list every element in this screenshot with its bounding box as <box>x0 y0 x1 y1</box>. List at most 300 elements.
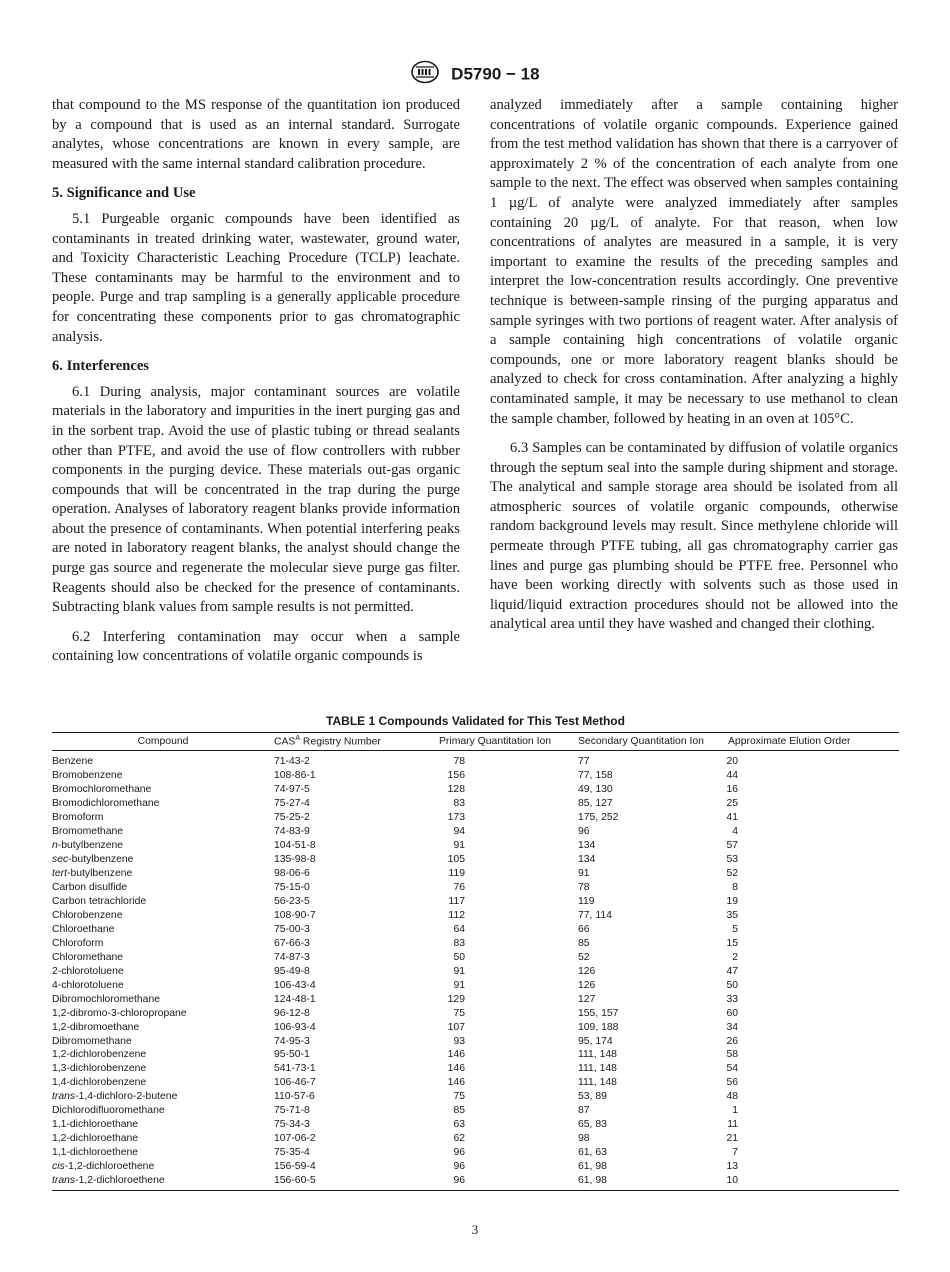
elution-order-value: 2 <box>732 951 738 963</box>
elution-order-value: 5 <box>732 923 738 935</box>
elution-order-value: 26 <box>726 1035 738 1047</box>
cell-cas: 75-35-4 <box>274 1147 310 1159</box>
table-row <box>52 1062 899 1076</box>
primary-ion-value: 63 <box>453 1119 465 1131</box>
primary-ion-value: 83 <box>453 798 465 810</box>
cell-secondary: 52 <box>578 951 590 963</box>
compound-name: 1,2-dibromoethane <box>52 1021 140 1033</box>
elution-order-value: 10 <box>726 1175 738 1187</box>
table-row <box>52 881 899 895</box>
table-row <box>52 1076 899 1090</box>
document-id: D5790 − 18 <box>451 64 540 84</box>
table-row <box>52 951 899 965</box>
cell-compound <box>52 923 274 937</box>
elution-order-value: 20 <box>726 756 738 768</box>
cell-elution <box>728 1035 899 1049</box>
primary-ion-value: 76 <box>453 882 465 894</box>
cell-compound <box>52 769 274 783</box>
elution-order-value: 1 <box>732 1105 738 1117</box>
primary-ion-value: 96 <box>453 1161 465 1173</box>
cell-elution <box>728 797 899 811</box>
cell-primary <box>439 1035 578 1049</box>
primary-ion-value: 173 <box>447 812 465 824</box>
compound-name: Bromobenzene <box>52 770 123 782</box>
cell-cas: 95-50-1 <box>274 1049 310 1061</box>
cell-compound <box>52 909 274 923</box>
cell-secondary: 61, 98 <box>578 1174 728 1190</box>
cell-primary <box>439 993 578 1007</box>
cell-compound <box>52 895 274 909</box>
cell-cas: 110-57-6 <box>274 1091 315 1103</box>
cell-primary <box>439 825 578 839</box>
header-cas-footnote: A <box>295 735 301 742</box>
cell-cas: 106-93-4 <box>274 1021 316 1033</box>
cell-cas: 98-06-6 <box>274 868 310 880</box>
cell-cas: 541-73-1 <box>274 1063 316 1075</box>
cell-primary <box>439 923 578 937</box>
cell-secondary: 61, 63 <box>578 1147 607 1159</box>
cell-primary <box>439 979 578 993</box>
cell-elution <box>728 1062 899 1076</box>
elution-order-value: 57 <box>726 840 738 852</box>
cell-compound <box>52 1021 274 1035</box>
paragraph-6-2-continuation: analyzed immediately after a sample containing higher concentrations of volatile organic compounds. Experience gained from the test method validation has shown that there is a carryover of approximately 2 % of the concentration of each analyte from one sample to the next. The effect was observed when samples containing 1 µg/L of analyte were analyzed immediately after samples containing 20 µg/L of analyte. For that reason, when low concentrations of analytes are measured in a sample, it is very important to examine the results of the preceding samples and interpret the low-concentration results accordingly. One preventive technique is between-sample rinsing of the purging apparatus and sample syringes with two portions of reagent water. After analysis of a sample containing high concentrations of volatile organic compounds, one or more laboratory reagent blanks should be analyzed to check for cross contamination. After analyzing a highly contaminated sample, it may be necessary to use methanol to clean the sample chamber, followed by heating in an oven at 105°C. <box>490 97 898 427</box>
table-row <box>52 769 899 783</box>
paragraph-6-3: 6.3 Samples can be contaminated by diffusion of volatile organics through the septum seal into the sample during shipment and storage. The analytical and sample storage area should be isolated from all atmospheric sources of volatile organic compounds, otherwise random background levels may result. Since methylene chloride will permeate through PTFE tubing, all gas chromatography carrier gas lines and purge gas plumbing should be PTFE free. Personnel who have been working directly with solvents such as those used in liquid/liquid extraction procedures should not be allowed into the analytical area until they have washed and changed their clothing. <box>490 440 898 633</box>
cell-elution <box>728 783 899 797</box>
compound-name: -1,2-dichloroethene <box>75 1175 165 1187</box>
cell-primary <box>439 811 578 825</box>
table-row <box>52 797 899 811</box>
elution-order-value: 25 <box>726 798 738 810</box>
cell-compound <box>52 1132 274 1146</box>
cell-secondary: 77, 158 <box>578 770 613 782</box>
compound-name: Bromodichloromethane <box>52 798 160 810</box>
cell-secondary: 134 <box>578 840 596 852</box>
cell-secondary: 53, 89 <box>578 1091 607 1103</box>
elution-order-value: 11 <box>727 1119 738 1131</box>
cell-elution <box>728 965 899 979</box>
elution-order-value: 4 <box>732 826 738 838</box>
table-row <box>52 1174 899 1190</box>
header-cas-label: CAS <box>274 736 296 748</box>
compound-name: 1,3-dichlorobenzene <box>52 1063 147 1075</box>
cell-elution <box>728 867 899 881</box>
compound-name: -1,4-dichloro-2-butene <box>75 1091 178 1103</box>
primary-ion-value: 50 <box>453 951 465 963</box>
table-row <box>52 853 899 867</box>
compound-name: 1,1-dichloroethane <box>52 1119 139 1131</box>
cell-primary <box>439 965 578 979</box>
elution-order-value: 44 <box>726 770 738 782</box>
table-row <box>52 825 899 839</box>
paragraph-5-1: 5.1 Purgeable organic compounds have been identified as contaminants in treated drinking water, wastewater, ground water, and Toxicity Characteristic Leaching Procedure (TCLP) leachate. These contaminants may be harmful to the environment and to people. Purge and trap sampling is a generally applicable procedure for concentrating these components prior to gas chromatographic analysis. <box>52 210 460 345</box>
header-elution: Approximate Elution Order <box>728 733 899 751</box>
astm-logo-icon <box>410 60 440 89</box>
cell-primary <box>439 951 578 965</box>
cell-cas: 106-46-7 <box>274 1077 316 1089</box>
cell-cas: 104-51-8 <box>274 840 316 852</box>
primary-ion-value: 62 <box>453 1133 465 1145</box>
cell-cas: 74-95-3 <box>274 1035 310 1047</box>
cell-compound <box>52 1035 274 1049</box>
cell-elution <box>728 751 899 769</box>
cell-primary <box>439 867 578 881</box>
cell-elution <box>728 909 899 923</box>
cell-cas: 74-83-9 <box>274 826 310 838</box>
cell-cas: 75-34-3 <box>274 1119 310 1131</box>
elution-order-value: 34 <box>726 1021 738 1033</box>
table-body <box>52 751 899 1191</box>
compound-name: -butylbenzene <box>67 868 133 880</box>
page-number: 3 <box>471 1222 479 1237</box>
compound-name: Chlorobenzene <box>52 909 123 921</box>
compound-name: Carbon tetrachloride <box>52 896 147 907</box>
primary-ion-value: 146 <box>447 1077 465 1089</box>
table-row <box>52 839 899 853</box>
cell-elution <box>728 825 899 839</box>
table-title: TABLE 1 Compounds Validated for This Test Method <box>326 714 625 728</box>
table-row <box>52 751 899 769</box>
cell-elution <box>728 951 899 965</box>
cell-primary <box>439 1062 578 1076</box>
cell-primary <box>439 1076 578 1090</box>
cell-secondary: 126 <box>578 979 596 991</box>
cell-primary <box>439 1090 578 1104</box>
compound-name: 1,2-dibromo-3-chloropropane <box>52 1007 187 1019</box>
primary-ion-value: 94 <box>453 826 465 838</box>
cell-secondary: 77 <box>578 756 590 768</box>
left-column <box>52 96 460 667</box>
paragraph-6-1: 6.1 During analysis, major contaminant sources are volatile materials in the laboratory and impurities in the inert purging gas and in the sorbent trap. Avoid the use of plastic tubing or thread sealants other than PTFE, and avoid the use of flow controllers with rubber components in the purging device. These materials out-gas organic compounds that will be concentrated in the trap during the purge operation. Analyses of laboratory reagent blanks provide information about the presence of contaminants. When potential interfering peaks are noted in laboratory reagent blanks, the analyst should change the purge gas source and regenerate the molecular sieve purge gas filter. Reagents should also be checked for the presence of contaminants. Subtracting blank values from sample results is not permitted. <box>52 383 460 616</box>
cell-compound <box>52 811 274 825</box>
primary-ion-value: 64 <box>453 923 465 935</box>
cell-cas: 124-48-1 <box>274 993 316 1005</box>
primary-ion-value: 91 <box>453 965 465 977</box>
elution-order-value: 7 <box>732 1147 738 1159</box>
table-row <box>52 1007 899 1021</box>
primary-ion-value: 83 <box>453 937 465 949</box>
cell-secondary: 155, 157 <box>578 1007 619 1019</box>
cell-compound <box>52 1160 274 1174</box>
cell-cas: 108-90-7 <box>274 909 316 921</box>
compound-name: 4-chlorotoluene <box>52 979 124 991</box>
table-row <box>52 937 899 951</box>
table-row <box>52 895 899 909</box>
elution-order-value: 33 <box>726 993 738 1005</box>
primary-ion-value: 146 <box>447 1049 465 1061</box>
cell-secondary: 61, 98 <box>578 1161 607 1173</box>
table-row <box>52 1021 899 1035</box>
cell-compound <box>52 881 274 895</box>
cell-primary <box>439 751 578 769</box>
compound-prefix: trans <box>52 1175 76 1187</box>
compound-prefix: sec <box>52 854 69 866</box>
cell-primary <box>439 853 578 867</box>
elution-order-value: 48 <box>726 1091 738 1103</box>
cell-cas: 75-15-0 <box>274 882 310 894</box>
cell-compound <box>52 1146 274 1160</box>
compound-name: Bromochloromethane <box>52 784 152 796</box>
cell-compound <box>52 1062 274 1076</box>
primary-ion-value: 112 <box>448 909 465 921</box>
page-header <box>0 60 950 89</box>
primary-ion-value: 85 <box>453 1105 465 1117</box>
compound-name: Dibromochloromethane <box>52 993 161 1005</box>
cell-compound <box>52 1048 274 1062</box>
cell-cas: 67-66-3 <box>274 937 310 949</box>
cell-primary <box>439 1048 578 1062</box>
right-column <box>490 96 898 635</box>
primary-ion-value: 156 <box>447 770 465 782</box>
cell-secondary: 111, 148 <box>578 1063 617 1075</box>
compound-name: 1,4-dichlorobenzene <box>52 1077 147 1089</box>
compound-name: Chloromethane <box>52 951 124 963</box>
primary-ion-value: 96 <box>453 1147 465 1159</box>
table-header-row <box>52 733 899 751</box>
table-row <box>52 979 899 993</box>
cell-elution <box>728 1104 899 1118</box>
primary-ion-value: 129 <box>447 993 465 1005</box>
cell-primary <box>439 1146 578 1160</box>
cell-compound <box>52 1007 274 1021</box>
compound-name: -butylbenzene <box>57 840 124 852</box>
cell-elution <box>728 1118 899 1132</box>
cell-primary <box>439 839 578 853</box>
cell-elution <box>728 993 899 1007</box>
primary-ion-value: 91 <box>453 840 465 852</box>
table-row <box>52 1048 899 1062</box>
cell-compound <box>52 751 274 769</box>
header-compound: Compound <box>52 733 274 751</box>
cell-elution <box>728 769 899 783</box>
cell-elution <box>728 853 899 867</box>
cell-cas: 75-00-3 <box>274 923 310 935</box>
primary-ion-value: 75 <box>453 1007 465 1019</box>
cell-compound <box>52 937 274 951</box>
cell-secondary: 77, 114 <box>578 909 612 921</box>
header-cas-suffix: Registry Number <box>300 736 381 748</box>
cell-elution <box>728 1146 899 1160</box>
cell-elution <box>728 1021 899 1035</box>
cell-elution <box>728 1132 899 1146</box>
cell-primary <box>439 881 578 895</box>
elution-order-value: 58 <box>726 1049 738 1061</box>
elution-order-value: 19 <box>726 896 738 907</box>
cell-compound <box>52 853 274 867</box>
cell-primary <box>439 1160 578 1174</box>
compound-prefix: tert <box>52 868 68 880</box>
cell-elution <box>728 937 899 951</box>
elution-order-value: 13 <box>726 1161 738 1173</box>
cell-compound <box>52 965 274 979</box>
cell-elution <box>728 881 899 895</box>
compound-name: Chloroethane <box>52 923 115 935</box>
table-row <box>52 965 899 979</box>
primary-ion-value: 119 <box>448 868 465 880</box>
primary-ion-value: 105 <box>447 854 465 866</box>
table-row <box>52 1090 899 1104</box>
compound-prefix: trans <box>52 1091 76 1103</box>
compound-name: Bromomethane <box>52 826 124 838</box>
section-5-heading: 5. Significance and Use <box>52 185 196 202</box>
cell-primary <box>439 895 578 909</box>
compound-name: 1,2-dichlorobenzene <box>52 1049 147 1061</box>
cell-cas: 74-87-3 <box>274 951 310 963</box>
primary-ion-value: 146 <box>447 1063 465 1075</box>
elution-order-value: 52 <box>726 868 738 880</box>
elution-order-value: 16 <box>726 784 738 796</box>
cell-elution <box>728 895 899 909</box>
cell-secondary: 87 <box>578 1105 590 1117</box>
cell-secondary: 65, 83 <box>578 1119 607 1131</box>
elution-order-value: 56 <box>726 1077 738 1089</box>
cell-cas: 75-25-2 <box>274 812 310 824</box>
cell-cas: 75-27-4 <box>274 798 310 810</box>
cell-elution <box>728 811 899 825</box>
cell-elution <box>728 839 899 853</box>
cell-cas: 71-43-2 <box>274 756 310 768</box>
cell-secondary: 111, 148 <box>578 1049 617 1061</box>
cell-cas: 135-98-8 <box>274 854 316 866</box>
cell-cas: 107-06-2 <box>274 1133 316 1145</box>
cell-compound <box>52 839 274 853</box>
section-6-heading: 6. Interferences <box>52 358 149 375</box>
table-row <box>52 783 899 797</box>
cell-secondary: 95, 174 <box>578 1035 613 1047</box>
cell-elution <box>728 979 899 993</box>
elution-order-value: 54 <box>726 1063 738 1075</box>
elution-order-value: 47 <box>726 965 738 977</box>
cell-compound <box>52 1118 274 1132</box>
cell-elution <box>728 1076 899 1090</box>
cell-cas: 156-59-4 <box>274 1161 316 1173</box>
table-row <box>52 1160 899 1174</box>
table-row <box>52 1104 899 1118</box>
table-row <box>52 1146 899 1160</box>
table-row <box>52 1132 899 1146</box>
compound-name: Dibromomethane <box>52 1035 132 1047</box>
compound-prefix: cis <box>52 1161 65 1173</box>
cell-cas: 95-49-8 <box>274 965 310 977</box>
primary-ion-value: 96 <box>453 1175 465 1187</box>
compound-name: Chloroform <box>52 937 104 949</box>
elution-order-value: 50 <box>726 979 738 991</box>
compound-name: -1,2-dichloroethene <box>64 1161 155 1173</box>
cell-secondary: 127 <box>578 993 596 1005</box>
cell-compound <box>52 783 274 797</box>
cell-elution <box>728 1007 899 1021</box>
cell-secondary: 175, 252 <box>578 812 619 824</box>
table-row <box>52 909 899 923</box>
cell-primary <box>439 909 578 923</box>
cell-compound <box>52 1090 274 1104</box>
cell-secondary: 98 <box>578 1133 590 1145</box>
elution-order-value: 21 <box>726 1133 738 1145</box>
cell-compound <box>52 993 274 1007</box>
cell-primary <box>439 937 578 951</box>
paragraph-6-2: 6.2 Interfering contamination may occur when a sample containing low concentrations of volatile organic compounds is <box>52 628 460 665</box>
table-row <box>52 811 899 825</box>
elution-order-value: 60 <box>726 1007 738 1019</box>
cell-secondary: 85 <box>578 937 590 949</box>
cell-cas: 74-97-5 <box>274 784 310 796</box>
elution-order-value: 41 <box>726 812 738 824</box>
compound-name: 1,2-dichloroethane <box>52 1133 139 1145</box>
cell-cas: 56-23-5 <box>274 896 310 907</box>
primary-ion-value: 75 <box>453 1091 465 1103</box>
table-row <box>52 993 899 1007</box>
paragraph-4-continuation: that compound to the MS response of the quantitation ion produced by a compound that is used as an internal standard. Surrogate analytes, whose concentrations are known in every sample, are measured with the same internal standard calibration procedure. <box>52 97 460 172</box>
primary-ion-value: 107 <box>447 1021 465 1033</box>
elution-order-value: 35 <box>726 909 738 921</box>
cell-elution <box>728 923 899 937</box>
cell-cas: 106-43-4 <box>274 979 316 991</box>
cell-secondary: 66 <box>578 923 590 935</box>
cell-secondary: 85, 127 <box>578 798 613 810</box>
cell-primary <box>439 797 578 811</box>
cell-compound <box>52 797 274 811</box>
cell-primary <box>439 1132 578 1146</box>
cell-secondary: 134 <box>578 854 596 866</box>
primary-ion-value: 117 <box>448 896 465 907</box>
cell-elution <box>728 1160 899 1174</box>
cell-secondary: 119 <box>578 896 595 907</box>
table-row <box>52 1118 899 1132</box>
compound-name: Benzene <box>52 756 94 768</box>
cell-compound <box>52 951 274 965</box>
cell-cas: 108-86-1 <box>274 770 316 782</box>
compound-name: Dichlorodifluoromethane <box>52 1105 165 1117</box>
compound-prefix: n <box>52 840 58 852</box>
table-row <box>52 867 899 881</box>
table-row <box>52 1035 899 1049</box>
compounds-table <box>52 732 899 1191</box>
primary-ion-value: 91 <box>453 979 465 991</box>
cell-cas: 96-12-8 <box>274 1007 310 1019</box>
cell-secondary: 111, 148 <box>578 1077 617 1089</box>
table-row <box>52 923 899 937</box>
compound-name: 1,1-dichloroethene <box>52 1147 139 1159</box>
cell-secondary: 126 <box>578 965 596 977</box>
cell-primary <box>439 1021 578 1035</box>
elution-order-value: 15 <box>726 937 738 949</box>
cell-compound <box>52 979 274 993</box>
elution-order-value: 53 <box>726 854 738 866</box>
primary-ion-value: 128 <box>447 784 465 796</box>
header-cas <box>274 733 439 751</box>
cell-elution <box>728 1174 899 1190</box>
cell-secondary: 49, 130 <box>578 784 613 796</box>
compound-name: -butylbenzene <box>68 854 134 866</box>
cell-secondary: 91 <box>578 868 590 880</box>
compound-name: Bromoform <box>52 812 104 824</box>
cell-primary <box>439 769 578 783</box>
cell-primary <box>439 1118 578 1132</box>
cell-secondary: 109, 188 <box>578 1021 619 1033</box>
elution-order-value: 8 <box>732 882 738 894</box>
cell-cas: 156-60-5 <box>274 1174 439 1190</box>
compound-name: 2-chlorotoluene <box>52 965 124 977</box>
cell-primary <box>439 783 578 797</box>
cell-primary <box>439 1104 578 1118</box>
header-primary: Primary Quantitation Ion <box>439 733 578 751</box>
primary-ion-value: 93 <box>453 1035 465 1047</box>
cell-cas: 75-71-8 <box>274 1105 310 1117</box>
cell-compound <box>52 867 274 881</box>
cell-compound <box>52 1104 274 1118</box>
header-secondary: Secondary Quantitation Ion <box>578 733 728 751</box>
